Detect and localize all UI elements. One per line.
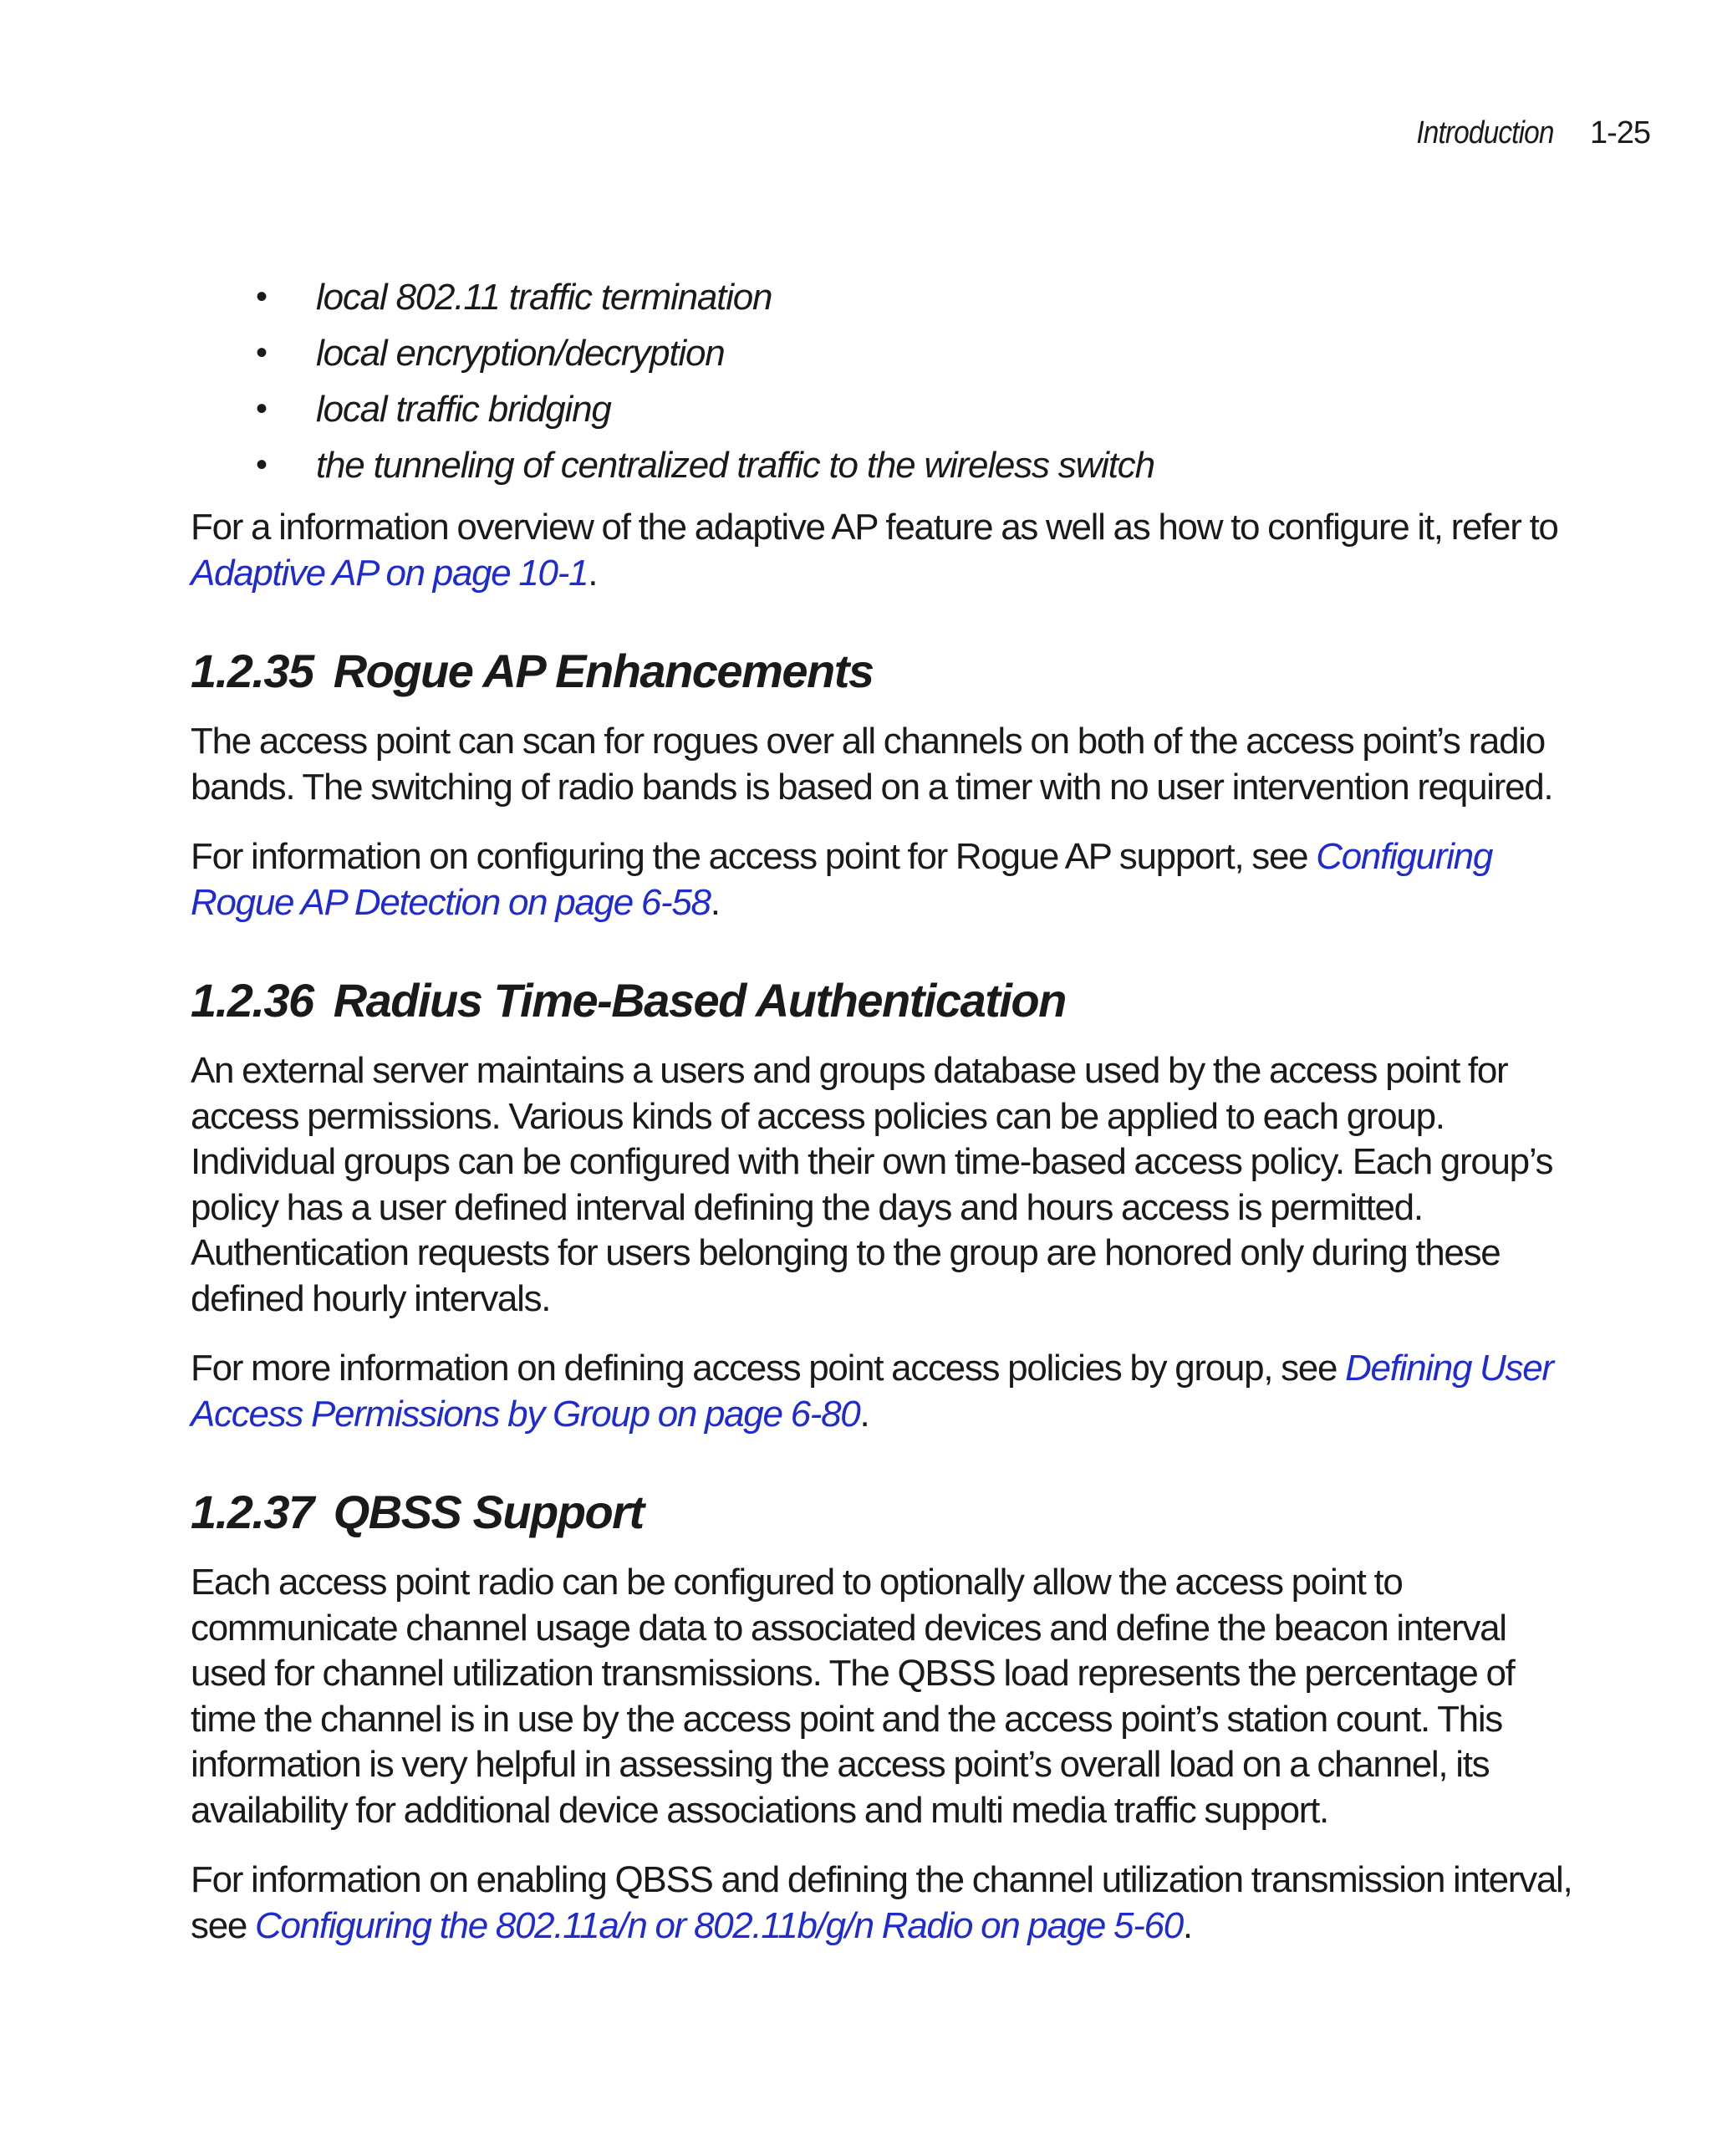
paragraph-text: For information on configuring the access point for Rogue AP support, see — [191, 836, 1317, 877]
bullet-item — [256, 437, 1578, 493]
rogue-ap-reference-paragraph — [191, 834, 1578, 925]
section-heading-radius-auth — [191, 971, 1578, 1030]
running-header — [1398, 115, 1650, 151]
section-title: Radius Time-Based Authentication — [333, 974, 1066, 1027]
bullet-icon: • — [256, 390, 267, 427]
section-title: Rogue AP Enhancements — [333, 645, 874, 697]
section-heading-qbss — [191, 1483, 1578, 1542]
paragraph-end: . — [710, 881, 720, 923]
paragraph-end: . — [859, 1393, 869, 1435]
header-section-name: Introduction — [1416, 115, 1554, 150]
feature-bullet-list — [256, 269, 1578, 493]
adaptive-ap-paragraph — [191, 505, 1578, 596]
paragraph-text: For more information on defining access point access policies by group, see — [191, 1348, 1346, 1389]
header-page-number: 1-25 — [1589, 115, 1650, 150]
user-access-permissions-link[interactable]: Defining User Access Permissions by Group on page 6-80 — [191, 1348, 1553, 1435]
paragraph-end: . — [1182, 1904, 1192, 1946]
section-number: 1.2.37 — [191, 1486, 313, 1538]
radio-configuration-link[interactable]: Configuring the 802.11a/n or 802.11b/g/n Radio on page 5-60 — [254, 1904, 1183, 1946]
rogue-ap-detection-link[interactable]: Configuring Rogue AP Detection on page 6-58 — [191, 836, 1493, 923]
radius-auth-description: An external server maintains a users and groups database used by the access point for access permissions. Various kinds of access policies can be applied to each group. Individual groups can be configured with their own time-based access policy. Each group’s policy has a user defined interval defining the days and hours access is permitted. Authentication requests for users belonging to the group are honored only during these defined hourly intervals. — [191, 1050, 1553, 1319]
bullet-text: the tunneling of centralized traffic to the wireless switch — [316, 445, 1154, 486]
section-heading-rogue-ap — [191, 642, 1578, 701]
section-title: QBSS Support — [333, 1486, 644, 1538]
adaptive-ap-link[interactable]: Adaptive AP on page 10-1 — [191, 552, 588, 594]
bullet-item — [256, 381, 1578, 437]
qbss-description: Each access point radio can be configured to optionally allow the access point to communicate channel usage data to associated devices and define the beacon interval used for channel utilization transmissions. The QBSS load represents the percentage of time the channel is in use by the access point and the access point’s station count. This information is very helpful in assessing the access point’s overall load on a channel, its availability for additional device associations and multi media traffic support. — [191, 1562, 1515, 1831]
bullet-text: local 802.11 traffic termination — [316, 277, 772, 318]
qbss-reference-paragraph — [191, 1858, 1578, 1949]
bullet-icon: • — [256, 278, 267, 315]
bullet-icon: • — [256, 446, 267, 483]
rogue-ap-description: The access point can scan for rogues over all channels on both of the access point’s radio bands. The switching of radio bands is based on a timer with no user intervention required. — [191, 721, 1553, 808]
bullet-text: local traffic bridging — [316, 389, 611, 430]
bullet-text: local encryption/decryption — [316, 333, 725, 374]
paragraph-text: For information on enabling QBSS and defining the channel utilization transmission interval, see — [191, 1859, 1572, 1946]
bullet-item — [256, 325, 1578, 381]
paragraph-end: . — [588, 552, 598, 594]
radius-auth-reference-paragraph — [191, 1346, 1578, 1437]
bullet-item — [256, 269, 1578, 325]
section-number: 1.2.36 — [191, 974, 313, 1027]
bullet-icon: • — [256, 334, 267, 371]
paragraph-text: For a information overview of the adaptive AP feature as well as how to configure it, refer to — [191, 507, 1558, 548]
section-number: 1.2.35 — [191, 645, 313, 697]
page-content — [191, 269, 1578, 1949]
